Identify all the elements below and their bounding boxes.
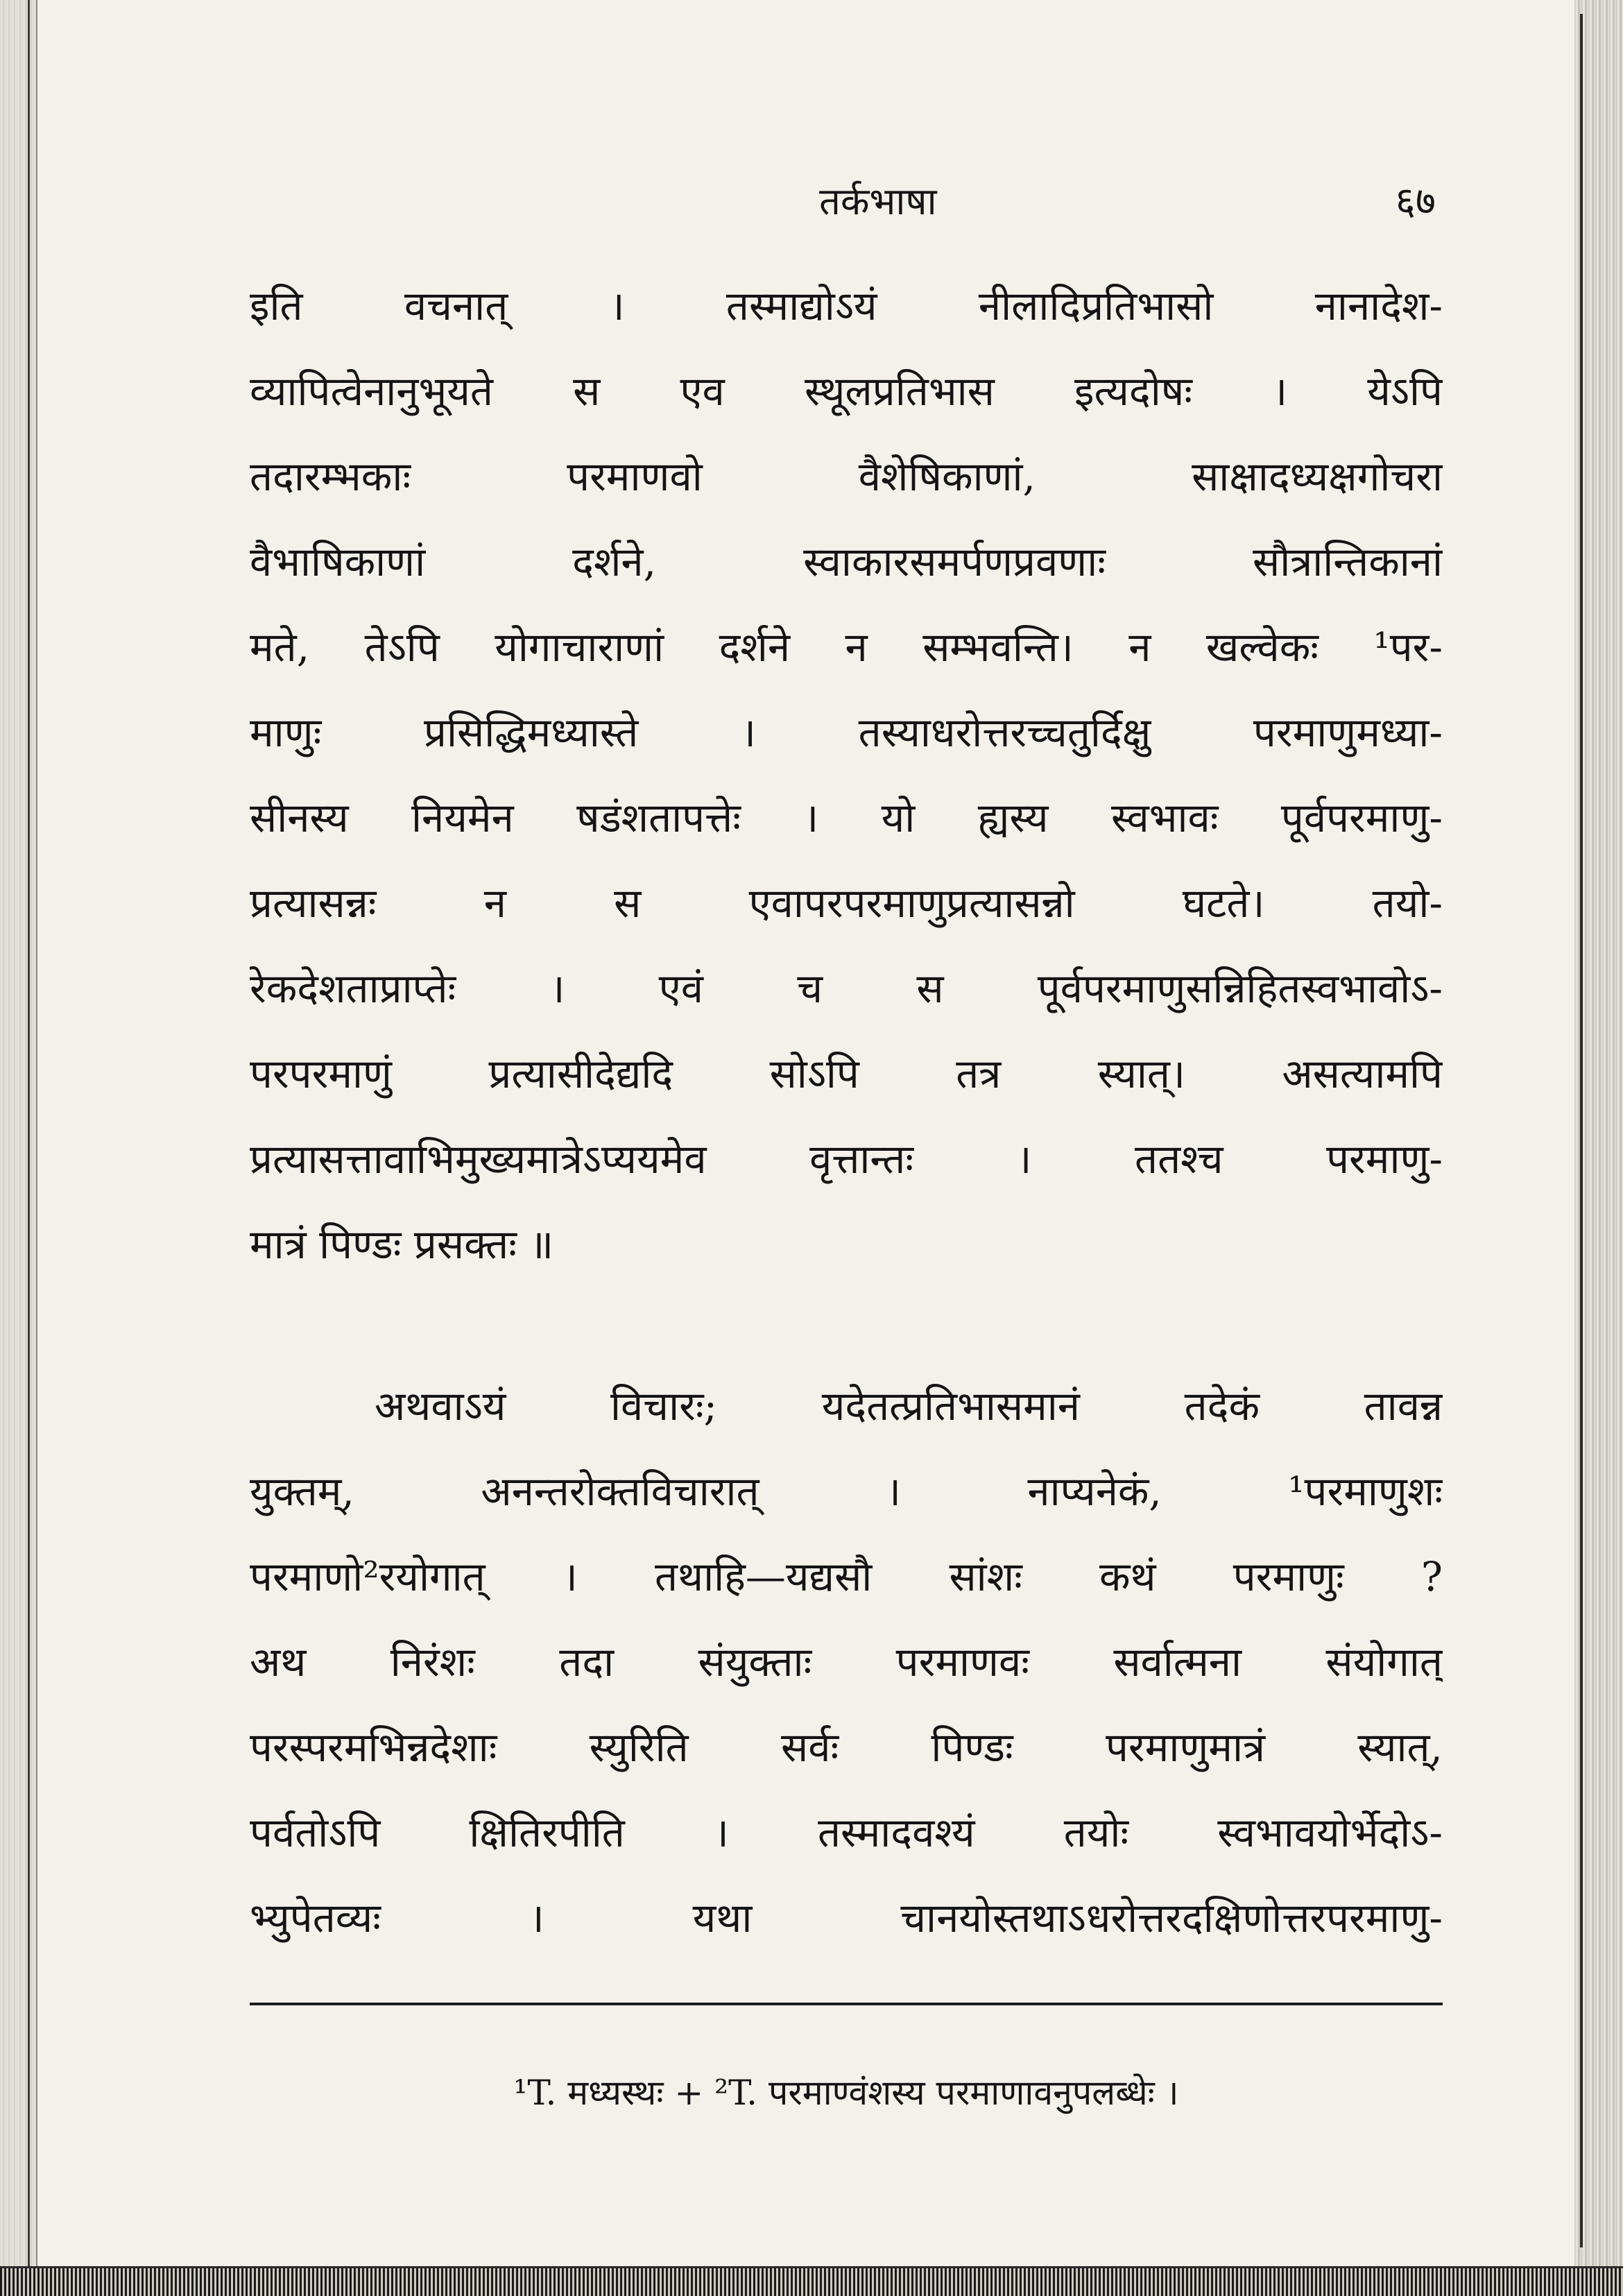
text-line: व्यापित्वेनानुभूयते स एव स्थूलप्रतिभास इत्यदोषः । येऽपि xyxy=(250,368,1443,415)
book-page xyxy=(250,173,1443,2115)
text-line: पर्वतोऽपि क्षितिरपीति । तस्मादवश्यं तयोः स्वभावयोर्भेदोऽ- xyxy=(250,1809,1443,1856)
paragraph-1 xyxy=(250,264,1443,1287)
text-line: अथवाऽयं विचारः; यदेतत्प्रतिभासमानं तदेकं तावन्न xyxy=(375,1382,1443,1430)
text-line: परपरमाणुं प्रत्यासीदेद्यदि सोऽपि तत्र स्यात्। असत्यामपि xyxy=(250,1050,1443,1097)
text-line: रेकदेशताप्राप्तेः । एवं च स पूर्वपरमाणुसन्निहितस्वभावोऽ- xyxy=(250,965,1443,1012)
text-line: युक्तम्, अनन्तरोक्तविचारात् । नाप्यनेकं, ¹परमाणुशः xyxy=(250,1468,1443,1515)
running-header xyxy=(250,173,1443,236)
text-line: वैभाषिकाणां दर्शने, स्वाकारसमर्पणप्रवणाः सौत्रान्तिकानां xyxy=(250,538,1443,585)
text-line: प्रत्यासत्तावाभिमुख्यमात्रेऽप्ययमेव वृत्तान्तः । ततश्च परमाणु- xyxy=(250,1136,1443,1183)
scan-edge-left xyxy=(0,0,37,2296)
footnote-rule xyxy=(250,2003,1443,2005)
text-line: मते, तेऽपि योगाचाराणां दर्शने न सम्भवन्ति। न खल्वेकः ¹पर- xyxy=(250,624,1443,671)
text-line: परमाणो²रयोगात् । तथाहि—यद्यसौ सांशः कथं परमाणुः ? xyxy=(250,1553,1443,1600)
scan-edge-right xyxy=(1574,0,1623,2296)
text-line: सीनस्य नियमेन षडंशतापत्तेः । यो ह्यस्य स्वभावः पूर्वपरमाणु- xyxy=(250,794,1443,841)
paragraph-2 xyxy=(250,1364,1443,1961)
page-number: ६७ xyxy=(1395,179,1436,224)
text-line: भ्युपेतव्यः । यथा चानयोस्तथाऽधरोत्तरदक्षिणोत्तरपरमाणु- xyxy=(250,1894,1443,1942)
text-line: इति वचनात् । तस्माद्योऽयं नीलादिप्रतिभासो नानादेश- xyxy=(250,282,1443,329)
text-line: मात्रं पिण्डः प्रसक्तः ॥ xyxy=(250,1221,554,1268)
text-line: अथ निरंशः तदा संयुक्ताः परमाणवः सर्वात्मना संयोगात् xyxy=(250,1638,1443,1686)
text-line: परस्परमभिन्नदेशाः स्युरिति सर्वः पिण्डः परमाणुमात्रं स्यात्, xyxy=(250,1724,1443,1771)
footnote: ¹T. मध्यस्थः + ²T. परमाण्वंशस्य परमाणावनुपलब्धेः । xyxy=(513,2073,1179,2113)
running-title: तर्कभाषा xyxy=(819,180,937,223)
scan-edge-bottom xyxy=(0,2266,1623,2296)
text-line: प्रत्यासन्नः न स एवापरपरमाणुप्रत्यासन्नो घटते। तयो- xyxy=(250,880,1443,927)
text-line: माणुः प्रसिद्धिमध्यास्ते । तस्याधरोत्तरच्चतुर्दिक्षु परमाणुमध्या- xyxy=(250,709,1443,756)
text-line: तदारम्भकाः परमाणवो वैशेषिकाणां, साक्षादध्यक्षगोचरा xyxy=(250,453,1443,500)
